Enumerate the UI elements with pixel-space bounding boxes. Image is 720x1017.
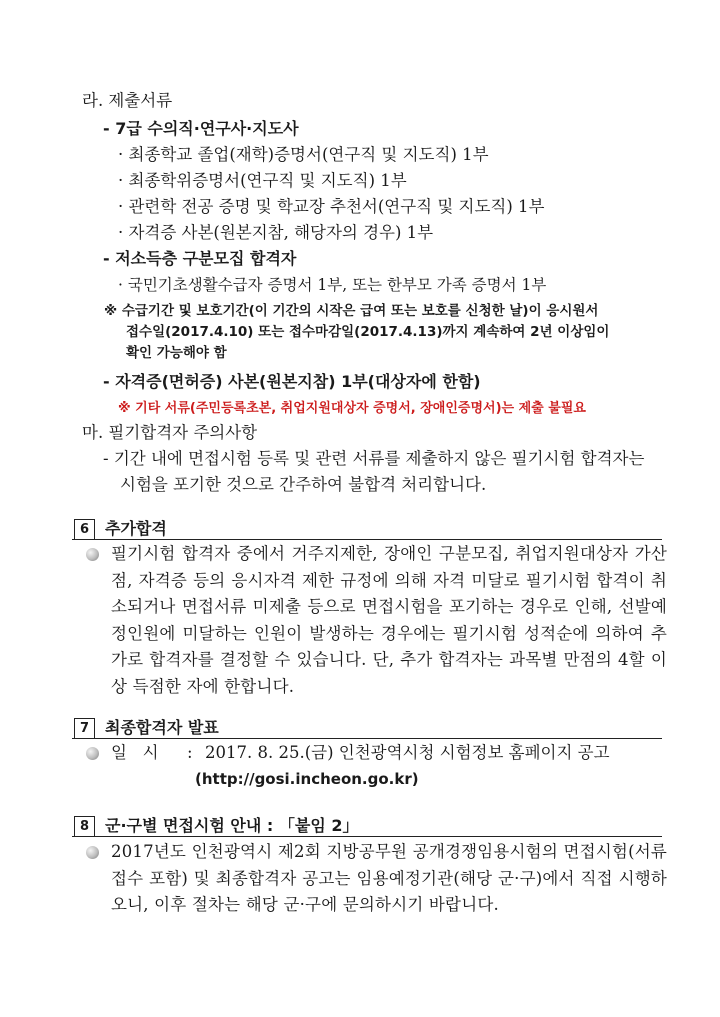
section-divider (72, 738, 662, 739)
section-title: 추가합격 (105, 519, 167, 538)
caution-line: - 기간 내에 면접시험 등록 및 관련 서류를 제출하지 않은 필기시험 합격자는 (103, 449, 645, 468)
section-number-box: 6 (74, 519, 95, 540)
document-item: · 최종학위증명서(연구직 및 지도직) 1부 (118, 171, 407, 190)
section-title: 최종합격자 발표 (105, 718, 219, 737)
announcement-url[interactable]: (http://gosi.incheon.go.kr) (195, 770, 419, 788)
section-divider (72, 539, 662, 540)
note-line: 확인 가능해야 함 (126, 345, 227, 361)
announcement-label: 일 시 (111, 743, 159, 762)
section-title: 군·구별 면접시험 안내 : 「붙임 2」 (105, 816, 359, 835)
note-line: ※ 수급기간 및 보호기간(이 기간의 시작은 급여 또는 보호를 신청한 날)이 응시원서 (104, 303, 599, 319)
bullet-icon (86, 548, 99, 561)
announcement-text: 2017. 8. 25.(금) 인천광역시청 시험정보 홈페이지 공고 (205, 743, 610, 762)
section-la-title: 라. 제출서류 (82, 91, 173, 110)
document-item: · 관련학 전공 증명 및 학교장 추천서(연구직 및 지도직) 1부 (118, 197, 545, 216)
section-divider (72, 836, 662, 837)
section-number-box: 7 (74, 718, 95, 739)
section6-paragraph: 필기시험 합격자 중에서 거주지제한, 장애인 구분모집, 취업지원대상자 가산점, 자격증 등의 응시자격 제한 규정에 의해 자격 미달로 필기시험 합격이 취소되거나 면접서류 미제출 등으로 면접시험을 포기하는 경우로 인해, 선발예정인원에 미달하는 인원이 발생하는 경우에는 필기시험 성적순에 의하여 추가로 합격자를 결정할 수 있습니다. 단, 추가 합격자는 과목별 만점의 4할 이상 득점한 자에 한합니다. (111, 544, 667, 696)
section7-heading (74, 715, 219, 739)
group-title-license: - 자격증(면허증) 사본(원본지참) 1부(대상자에 한함) (103, 372, 481, 391)
section8-heading (74, 813, 358, 837)
document-item: · 최종학교 졸업(재학)증명서(연구직 및 지도직) 1부 (118, 145, 489, 164)
announcement-colon: : (187, 743, 193, 762)
document-item: · 국민기초생활수급자 증명서 1부, 또는 한부모 가족 증명서 1부 (118, 276, 547, 294)
section8-paragraph: 2017년도 인천광역시 제2회 지방공무원 공개경쟁임용시험의 면접시험(서류접수 포함) 및 최종합격자 공고는 임용예정기관(해당 군·구)에서 직접 시행하오니, 이후 절차는 해당 군·구에 문의하시기 바랍니다. (111, 842, 667, 914)
bullet-icon (86, 747, 99, 760)
section6-heading (74, 516, 167, 540)
section-ma-title: 마. 필기합격자 주의사항 (82, 423, 258, 442)
note-line: 접수일(2017.4.10) 또는 접수마감일(2017.4.13)까지 계속하여 2년 이상임이 (126, 324, 610, 340)
red-note: ※ 기타 서류(주민등록초본, 취업지원대상자 증명서, 장애인증명서)는 제출 불필요 (118, 401, 586, 416)
document-item: · 자격증 사본(원본지참, 해당자의 경우) 1부 (118, 223, 434, 242)
bullet-icon (86, 846, 99, 859)
group-title-7th-grade: - 7급 수의직·연구사·지도사 (103, 119, 299, 138)
group-title-low-income: - 저소득층 구분모집 합격자 (103, 249, 297, 268)
section-number-box: 8 (74, 816, 95, 837)
caution-line: 시험을 포기한 것으로 간주하여 불합격 처리합니다. (120, 475, 487, 494)
